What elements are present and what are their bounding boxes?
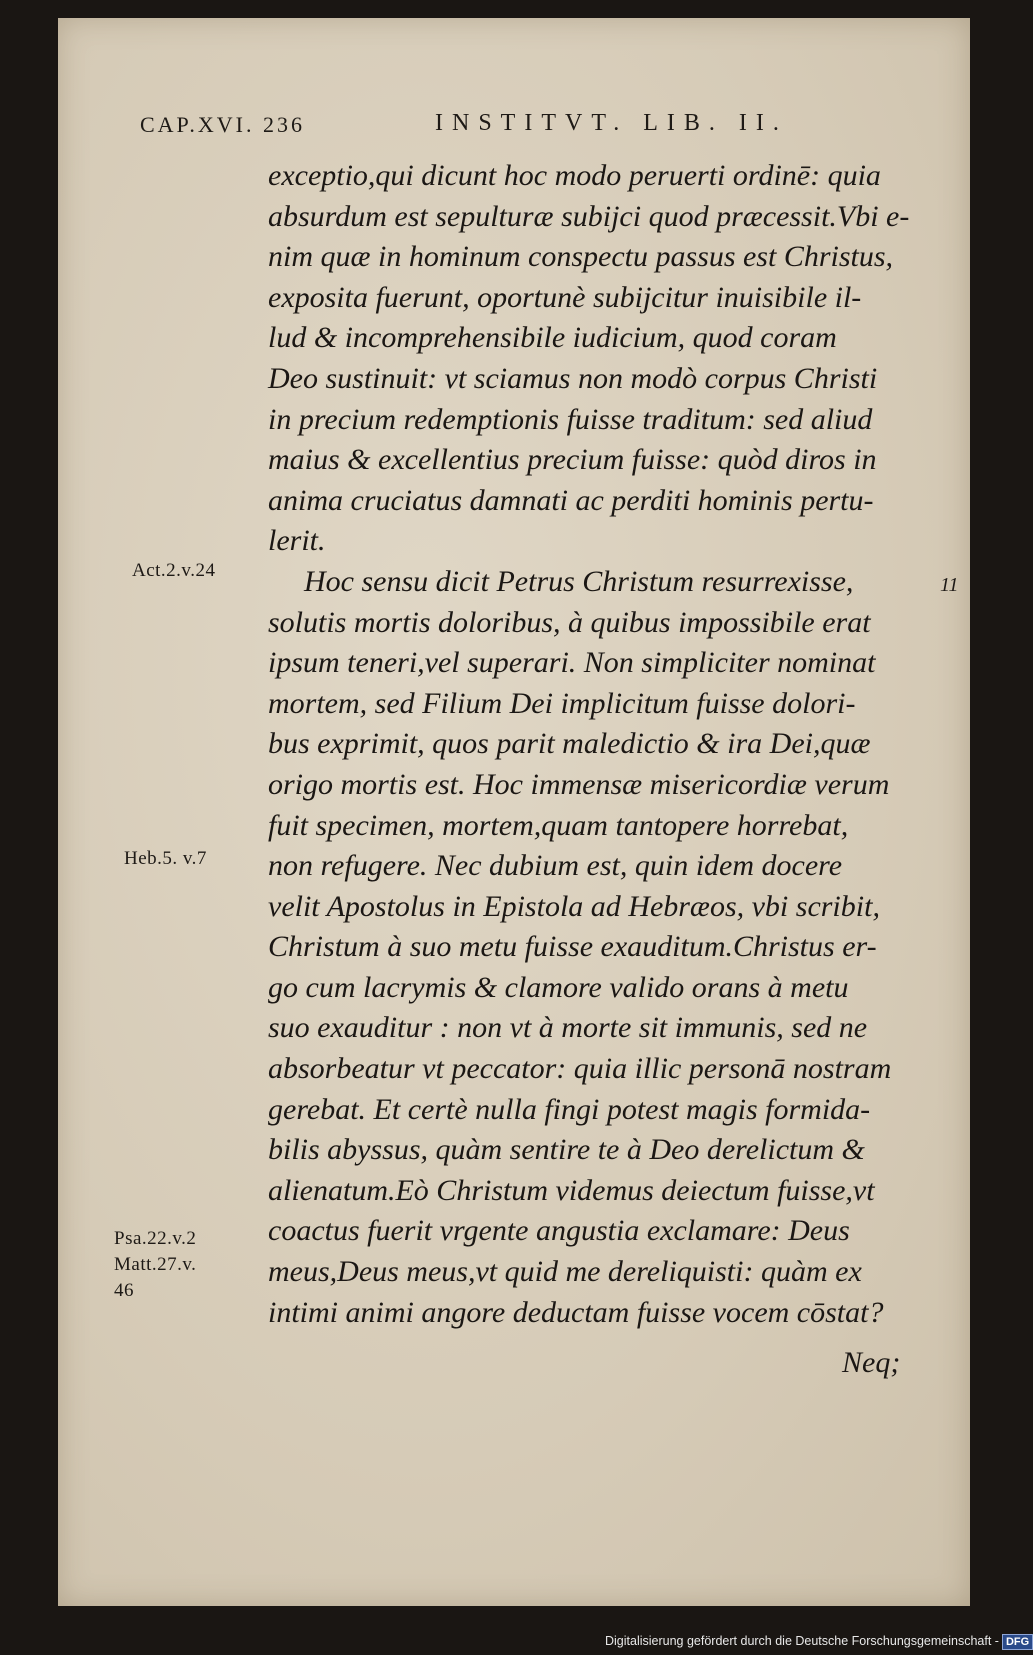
text-line: absorbeatur vt peccator: quia illic personā nostram xyxy=(268,1052,892,1086)
body-text xyxy=(268,156,928,1333)
margin-note-psalm: Psa.22.v.2 xyxy=(114,1228,197,1249)
text-line: ipsum teneri,vel superari. Non simpliciter nominat xyxy=(268,646,876,680)
text-line: origo mortis est. Hoc immensæ misericordiæ verum xyxy=(268,767,890,801)
text-line: velit Apostolus in Epistola ad Hebræos, vbi scribit, xyxy=(268,889,880,923)
margin-note-acts: Act.2.v.24 xyxy=(132,560,216,581)
running-title: INSTITVT. LIB. II. xyxy=(435,110,788,136)
text-line: maius & excellentius precium fuisse: quòd diros in xyxy=(268,443,877,477)
digitization-footer xyxy=(605,1634,1030,1652)
paragraph-number: 11 xyxy=(940,574,959,596)
text-line: meus,Deus meus,vt quid me dereliquisti: quàm ex xyxy=(268,1255,862,1289)
text-line: alienatum.Eò Christum videmus deiectum fuisse,vt xyxy=(268,1173,875,1207)
text-line: bilis abyssus, quàm sentire te à Deo derelictum & xyxy=(268,1133,865,1167)
text-line: nim quæ in hominum conspectu passus est Christus, xyxy=(268,240,894,274)
text-line: intimi animi angore deductam fuisse vocem cōstat? xyxy=(268,1295,884,1329)
text-line: suo exauditur : non vt à morte sit immunis, sed ne xyxy=(268,1011,868,1045)
catchword: Neq; xyxy=(842,1346,901,1379)
text-line: exposita fuerunt, oportunè subijcitur inuisibile il- xyxy=(268,280,862,314)
margin-note-hebrews: Heb.5. v.7 xyxy=(124,848,207,869)
text-line: anima cruciatus damnati ac perditi hominis pertu- xyxy=(268,483,874,517)
text-line: in precium redemptionis fuisse traditum: sed aliud xyxy=(268,402,873,436)
text-line: go cum lacrymis & clamore valido orans à metu xyxy=(268,970,849,1004)
running-header xyxy=(140,112,840,142)
text-line: Hoc sensu dicit Petrus Christum resurrexisse, xyxy=(304,564,854,598)
margin-note-matthew-verse: 46 xyxy=(114,1280,134,1301)
text-line: gerebat. Et certè nulla fingi potest magis formida- xyxy=(268,1092,871,1126)
chapter-page-number: CAP.XVI. 236 xyxy=(140,112,305,137)
text-line: coactus fuerit vrgente angustia exclamare: Deus xyxy=(268,1214,850,1248)
footer-text: Digitalisierung gefördert durch die Deutsche Forschungsgemeinschaft - xyxy=(605,1634,999,1648)
text-line: solutis mortis doloribus, à quibus impossibile erat xyxy=(268,605,871,639)
text-line: lud & incomprehensibile iudicium, quod coram xyxy=(268,321,837,355)
margin-note-matthew: Matt.27.v. xyxy=(114,1254,197,1275)
text-line: absurdum est sepulturæ subijci quod præcessit.Vbi e- xyxy=(268,199,910,233)
text-line: non refugere. Nec dubium est, quin idem docere xyxy=(268,849,843,883)
text-line: Christum à suo metu fuisse exauditum.Christus er- xyxy=(268,930,877,964)
text-line: bus exprimit, quos parit maledictio & ira Dei,quæ xyxy=(268,727,871,761)
dfg-logo: DFG xyxy=(1002,1634,1033,1650)
text-line: Deo sustinuit: vt sciamus non modò corpus Christi xyxy=(268,361,878,395)
text-line: exceptio,qui dicunt hoc modo peruerti ordinē: quia xyxy=(268,159,881,192)
text-line: lerit. xyxy=(268,524,326,558)
text-line: fuit specimen, mortem,quam tantopere horrebat, xyxy=(268,808,849,842)
text-line: mortem, sed Filium Dei implicitum fuisse dolori- xyxy=(268,686,856,720)
